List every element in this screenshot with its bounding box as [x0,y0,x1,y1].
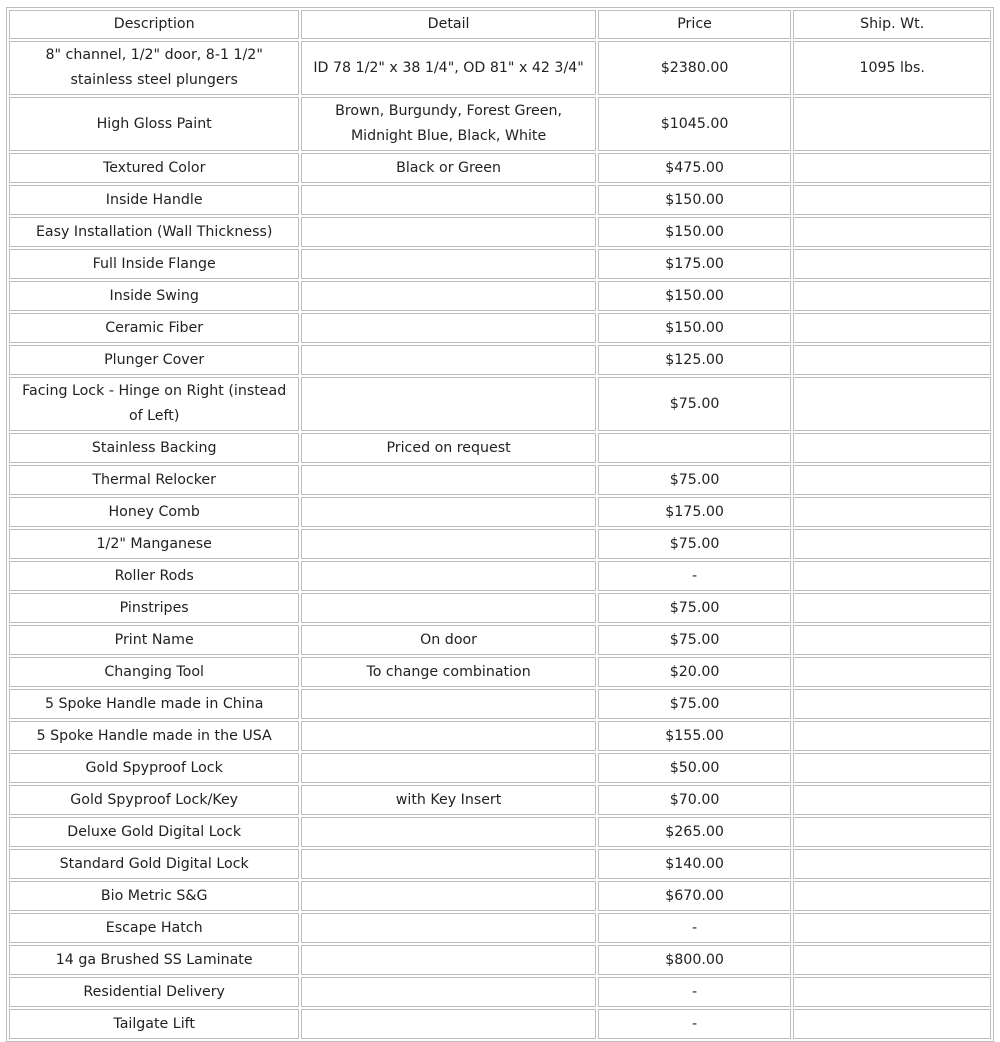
cell-ship-weight [793,313,991,343]
cell-detail [301,345,595,375]
cell-price: $150.00 [598,313,792,343]
cell-description: Honey Comb [9,497,299,527]
cell-price: $75.00 [598,625,792,655]
cell-detail [301,281,595,311]
cell-description: Full Inside Flange [9,249,299,279]
cell-detail [301,529,595,559]
cell-ship-weight [793,593,991,623]
cell-detail [301,593,595,623]
table-row [9,433,991,463]
cell-ship-weight [793,345,991,375]
cell-ship-weight [793,913,991,943]
table-row [9,881,991,911]
cell-ship-weight [793,977,991,1007]
cell-detail [301,977,595,1007]
table-row [9,561,991,591]
cell-price: $70.00 [598,785,792,815]
cell-detail [301,1009,595,1039]
cell-ship-weight [793,529,991,559]
cell-detail [301,849,595,879]
cell-description: Escape Hatch [9,913,299,943]
cell-ship-weight [793,657,991,687]
cell-description: Changing Tool [9,657,299,687]
table-row [9,721,991,751]
table-row [9,689,991,719]
cell-detail [301,217,595,247]
cell-price: $150.00 [598,185,792,215]
cell-description: Inside Swing [9,281,299,311]
cell-price: $75.00 [598,529,792,559]
cell-ship-weight [793,465,991,495]
cell-ship-weight [793,281,991,311]
cell-description: Tailgate Lift [9,1009,299,1039]
cell-description: Gold Spyproof Lock/Key [9,785,299,815]
cell-description: Stainless Backing [9,433,299,463]
cell-description: 1/2" Manganese [9,529,299,559]
cell-detail [301,185,595,215]
cell-ship-weight [793,1009,991,1039]
cell-description: 8" channel, 1/2" door, 8-1 1/2" stainless steel plungers [9,41,299,95]
cell-ship-weight [793,753,991,783]
cell-ship-weight [793,433,991,463]
cell-price: $475.00 [598,153,792,183]
cell-detail [301,465,595,495]
cell-ship-weight [793,881,991,911]
cell-price: $75.00 [598,689,792,719]
cell-description: 14 ga Brushed SS Laminate [9,945,299,975]
cell-price: $75.00 [598,465,792,495]
cell-price: $670.00 [598,881,792,911]
header-row [9,10,991,39]
cell-price: - [598,977,792,1007]
header-description: Description [9,10,299,39]
cell-detail [301,753,595,783]
cell-price: $75.00 [598,377,792,431]
cell-detail [301,881,595,911]
table-row [9,625,991,655]
table-row [9,785,991,815]
cell-description: Facing Lock - Hinge on Right (instead of Left) [9,377,299,431]
table-row [9,345,991,375]
cell-price: $140.00 [598,849,792,879]
table-row [9,217,991,247]
cell-description: Plunger Cover [9,345,299,375]
cell-ship-weight [793,497,991,527]
cell-detail [301,913,595,943]
cell-price: $175.00 [598,249,792,279]
cell-description: Deluxe Gold Digital Lock [9,817,299,847]
cell-description: Textured Color [9,153,299,183]
table-row [9,753,991,783]
table-row [9,465,991,495]
cell-detail [301,721,595,751]
cell-price: - [598,913,792,943]
cell-detail: Brown, Burgundy, Forest Green, Midnight Blue, Black, White [301,97,595,151]
cell-ship-weight [793,689,991,719]
cell-ship-weight [793,185,991,215]
cell-detail: Black or Green [301,153,595,183]
cell-detail: ID 78 1/2" x 38 1/4", OD 81" x 42 3/4" [301,41,595,95]
cell-price: $175.00 [598,497,792,527]
cell-detail [301,689,595,719]
cell-description: Ceramic Fiber [9,313,299,343]
cell-description: Roller Rods [9,561,299,591]
cell-description: Bio Metric S&G [9,881,299,911]
price-table [6,7,994,1042]
cell-description: 5 Spoke Handle made in China [9,689,299,719]
cell-detail [301,497,595,527]
cell-description: Residential Delivery [9,977,299,1007]
table-row [9,377,991,431]
table-row [9,497,991,527]
cell-price: - [598,561,792,591]
cell-price: $50.00 [598,753,792,783]
header-ship-weight: Ship. Wt. [793,10,991,39]
cell-description: Pinstripes [9,593,299,623]
cell-ship-weight [793,377,991,431]
cell-price: $155.00 [598,721,792,751]
cell-price: - [598,1009,792,1039]
cell-ship-weight [793,625,991,655]
cell-description: Gold Spyproof Lock [9,753,299,783]
cell-detail [301,945,595,975]
cell-detail [301,817,595,847]
table-row [9,817,991,847]
cell-detail [301,561,595,591]
cell-detail: with Key Insert [301,785,595,815]
table-row [9,913,991,943]
cell-detail: Priced on request [301,433,595,463]
table-row [9,281,991,311]
cell-ship-weight [793,721,991,751]
table-row [9,1009,991,1039]
cell-ship-weight [793,249,991,279]
cell-price: $800.00 [598,945,792,975]
table-row [9,41,991,95]
cell-price [598,433,792,463]
header-detail: Detail [301,10,595,39]
cell-detail [301,313,595,343]
cell-price: $2380.00 [598,41,792,95]
table-row [9,849,991,879]
cell-ship-weight [793,849,991,879]
table-row [9,593,991,623]
cell-ship-weight [793,97,991,151]
table-row [9,153,991,183]
cell-ship-weight [793,817,991,847]
cell-price: $1045.00 [598,97,792,151]
table-row [9,313,991,343]
table-row [9,657,991,687]
table-row [9,185,991,215]
cell-description: High Gloss Paint [9,97,299,151]
cell-price: $150.00 [598,281,792,311]
cell-ship-weight [793,785,991,815]
table-row [9,945,991,975]
cell-description: Standard Gold Digital Lock [9,849,299,879]
cell-price: $75.00 [598,593,792,623]
header-price: Price [598,10,792,39]
cell-detail: On door [301,625,595,655]
cell-description: Thermal Relocker [9,465,299,495]
cell-price: $265.00 [598,817,792,847]
cell-ship-weight [793,945,991,975]
cell-ship-weight [793,561,991,591]
cell-ship-weight [793,153,991,183]
cell-description: Easy Installation (Wall Thickness) [9,217,299,247]
table-row [9,977,991,1007]
table-row [9,529,991,559]
table-row [9,249,991,279]
cell-price: $150.00 [598,217,792,247]
cell-price: $125.00 [598,345,792,375]
cell-ship-weight [793,217,991,247]
cell-description: Inside Handle [9,185,299,215]
cell-detail: To change combination [301,657,595,687]
cell-ship-weight: 1095 lbs. [793,41,991,95]
cell-description: Print Name [9,625,299,655]
cell-detail [301,377,595,431]
table-row [9,97,991,151]
cell-description: 5 Spoke Handle made in the USA [9,721,299,751]
cell-price: $20.00 [598,657,792,687]
cell-detail [301,249,595,279]
